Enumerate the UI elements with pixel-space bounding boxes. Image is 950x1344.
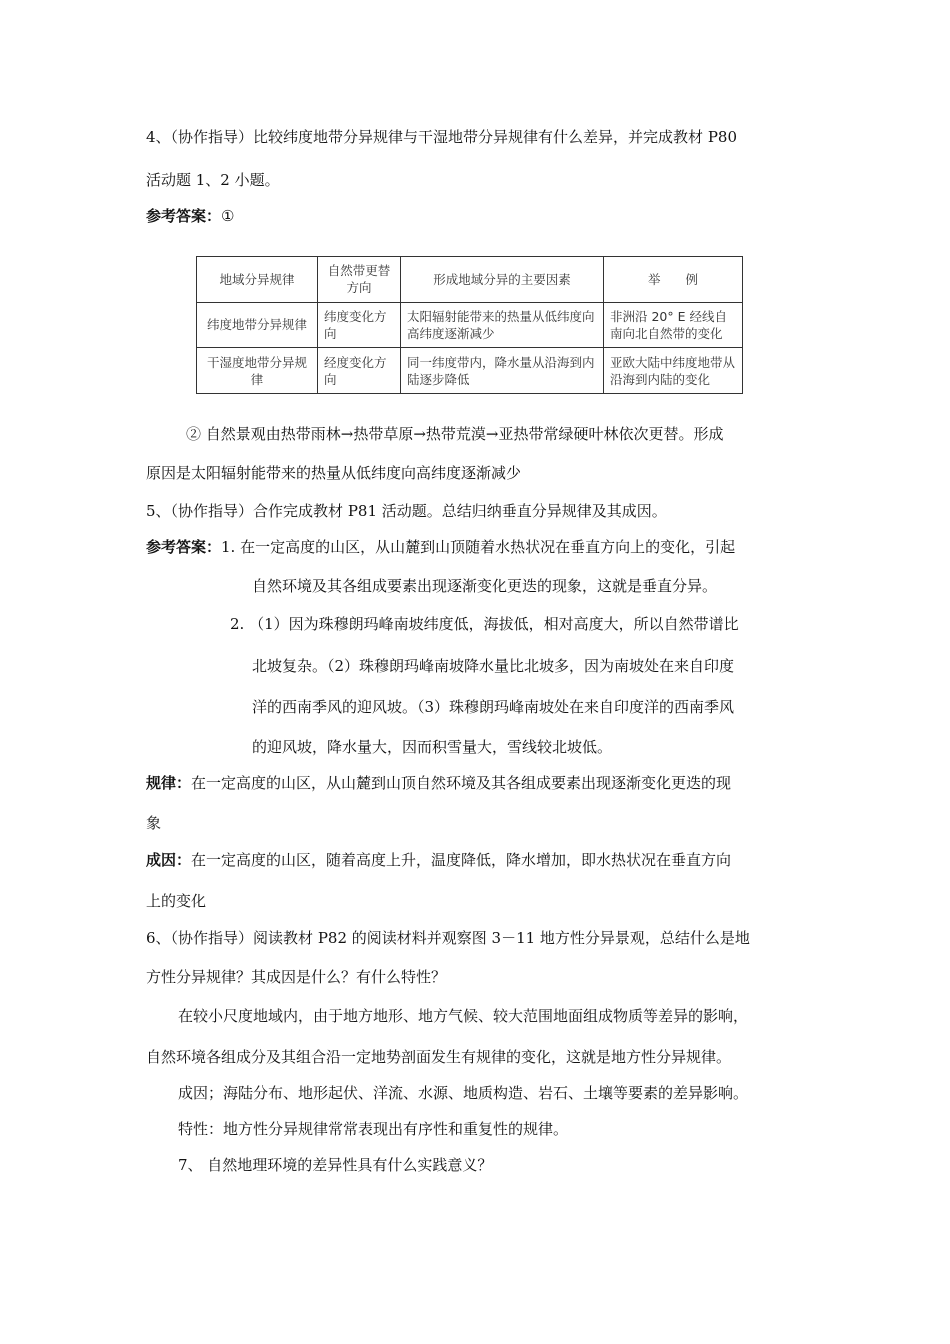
q6-line-2: 方性分异规律？其成因是什么？有什么特性？ [146, 968, 447, 986]
answer-2-line-2: 北坡复杂。（2）珠穆朗玛峰南坡降水量比北坡多，因为南坡处在来自印度 [252, 657, 735, 675]
answer-2-line-4: 的迎风坡，降水量大，因而积雪量大，雪线较北坡低。 [252, 738, 613, 756]
answer-mark: ① [221, 207, 235, 225]
cause-line-1 [146, 850, 731, 870]
q6-trait: 特性：地方性分异规律常常表现出有序性和重复性的规律。 [178, 1120, 569, 1138]
rule-line-2: 象 [146, 814, 162, 832]
table-cell: 干湿度地带分异规律 [197, 348, 318, 394]
table-row [197, 348, 743, 394]
table-cell: 纬度变化方向 [318, 302, 401, 348]
table-header-cell: 形成地域分异的主要因素 [401, 257, 604, 303]
answer-2-line-3: 洋的西南季风的迎风坡。（3）珠穆朗玛峰南坡处在来自印度洋的西南季风 [252, 698, 735, 716]
table-cell: 太阳辐射能带来的热量从低纬度向高纬度逐渐减少 [401, 302, 604, 348]
cause-text: 在一定高度的山区，随着高度上升，温度降低，降水增加，即水热状况在垂直方向 [191, 851, 732, 869]
table-cell: 非洲沿 20° E 经线自南向北自然带的变化 [604, 302, 743, 348]
q4-answer [146, 206, 234, 226]
comparison-table [196, 256, 743, 394]
table-cell: 纬度地带分异规律 [197, 302, 318, 348]
q5-answer-line [146, 537, 735, 557]
table-cell: 亚欧大陆中纬度地带从沿海到内陆的变化 [604, 348, 743, 394]
rule-label: 规律： [146, 774, 192, 792]
q5-line-1: 5、（协作指导）合作完成教材 P81 活动题。总结归纳垂直分异规律及其成因。 [146, 502, 667, 520]
q6-paragraph-line-2: 自然环境各组成分及其组合沿一定地势剖面发生有规律的变化，这就是地方性分异规律。 [146, 1048, 732, 1066]
answer-1-line-1: 1. 在一定高度的山区，从山麓到山顶随着水热状况在垂直方向上的变化，引起 [221, 538, 736, 556]
q6-paragraph-line-1: 在较小尺度地域内，由于地方地形、地方气候、较大范围地面组成物质等差异的影响， [178, 1007, 749, 1025]
table-row [197, 302, 743, 348]
table-cell: 经度变化方向 [318, 348, 401, 394]
answer-label: 参考答案： [146, 538, 222, 556]
q4-part2-line-1: ② 自然景观由热带雨林→热带草原→热带荒漠→亚热带常绿硬叶林依次更替。形成 [186, 425, 724, 443]
answer-2-line-1: 2. （1）因为珠穆朗玛峰南坡纬度低，海拔低，相对高度大，所以自然带谱比 [230, 615, 739, 633]
answer-1-line-2: 自然环境及其各组成要素出现逐渐变化更迭的现象，这就是垂直分异。 [252, 577, 718, 595]
table-header-cell: 举 例 [604, 257, 743, 303]
table-cell: 同一纬度带内，降水量从沿海到内陆逐步降低 [401, 348, 604, 394]
answer-label: 参考答案： [146, 207, 222, 225]
q7-line-1: 7、 自然地理环境的差异性具有什么实践意义？ [178, 1156, 493, 1174]
table-header-cell: 自然带更替方向 [318, 257, 401, 303]
q6-line-1: 6、（协作指导）阅读教材 P82 的阅读材料并观察图 3－11 地方性分异景观，总结什么是地 [146, 929, 750, 947]
q4-part2-line-2: 原因是太阳辐射能带来的热量从低纬度向高纬度逐渐减少 [146, 464, 522, 482]
table-header-cell: 地域分异规律 [197, 257, 318, 303]
rule-text: 在一定高度的山区，从山麓到山顶自然环境及其各组成要素出现逐渐变化更迭的现 [191, 774, 732, 792]
table-header-row [197, 257, 743, 303]
rule-line-1 [146, 773, 731, 793]
q6-cause: 成因；海陆分布、地形起伏、洋流、水源、地质构造、岩石、土壤等要素的差异影响。 [178, 1084, 749, 1102]
cause-label: 成因： [146, 851, 192, 869]
q4-line-1: 4、（协作指导）比较纬度地带分异规律与干湿地带分异规律有什么差异，并完成教材 P80 [146, 128, 737, 146]
q4-line-2: 活动题 1、2 小题。 [146, 171, 280, 189]
cause-line-2: 上的变化 [146, 892, 207, 910]
